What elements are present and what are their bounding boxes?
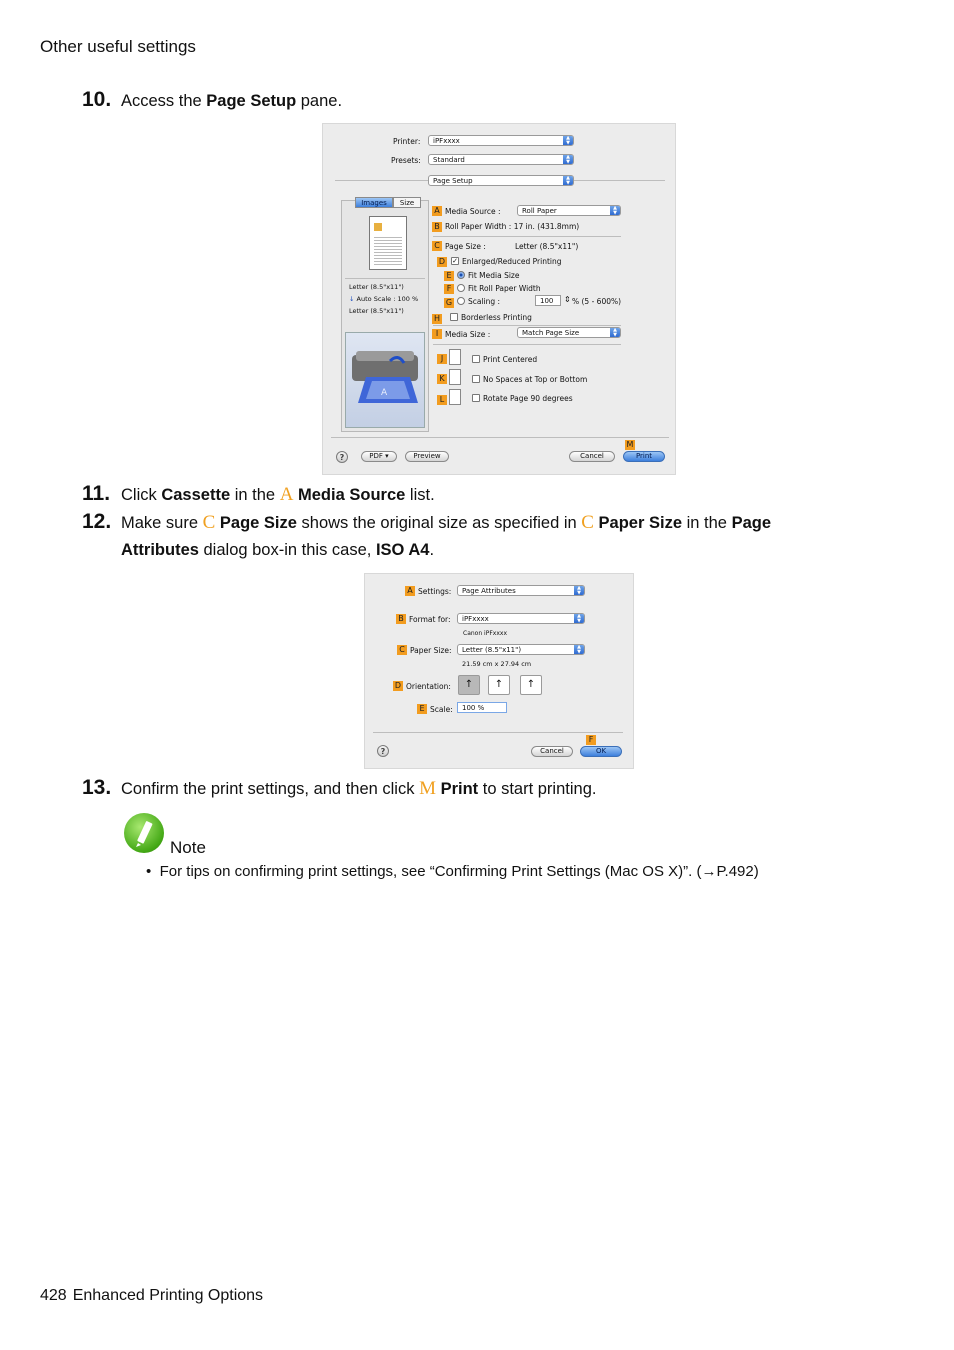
print-centered-icon bbox=[449, 349, 461, 365]
step-10-number: 10. bbox=[82, 88, 112, 111]
enlarged-checkbox[interactable]: ✓ bbox=[452, 257, 458, 265]
callout-d: D bbox=[394, 681, 402, 690]
scaling-input[interactable]: 100 bbox=[535, 295, 561, 306]
callout-c: C bbox=[397, 645, 407, 655]
preview-info-3: Letter (8.5"x11") bbox=[349, 307, 404, 315]
rotate-checkbox[interactable] bbox=[472, 394, 480, 402]
presets-popup[interactable]: Standard ▲ ▼ bbox=[428, 154, 574, 165]
page-size-value: Letter (8.5"x11") bbox=[515, 242, 579, 251]
note-label: Note bbox=[170, 838, 206, 857]
presets-label: Presets: bbox=[391, 156, 421, 165]
callout-e: E bbox=[444, 271, 454, 281]
chevron-updown-icon: ▲ ▼ bbox=[610, 206, 620, 215]
scaling-range: % (5 - 600%) bbox=[572, 297, 622, 306]
scale-input[interactable]: 100 % bbox=[457, 702, 507, 713]
divider bbox=[331, 437, 669, 438]
callout-j: J bbox=[437, 354, 447, 364]
ok-button[interactable]: OK bbox=[580, 746, 622, 757]
printer-illustration bbox=[345, 332, 425, 428]
chevron-updown-icon: ▲ ▼ bbox=[563, 176, 573, 185]
chevron-updown-icon: ▲ ▼ bbox=[574, 645, 584, 654]
format-sub: Canon iPFxxxx bbox=[463, 630, 507, 637]
step-11-number: 11. bbox=[82, 482, 111, 505]
callout-i: I bbox=[432, 329, 442, 339]
step-12-text: Make sure C Page Size shows the original size as specified in C Paper Size in the Page Attributes dialog box-in this case, ISO A4. bbox=[121, 512, 771, 559]
page-footer bbox=[40, 1287, 263, 1305]
page-number: 428 bbox=[40, 1287, 67, 1304]
rotate-icon bbox=[449, 389, 461, 405]
divider bbox=[345, 278, 425, 279]
callout-e: E bbox=[417, 704, 427, 714]
format-popup[interactable]: iPFxxxx ▲ ▼ bbox=[457, 613, 585, 624]
callout-l: L bbox=[437, 395, 447, 405]
pdf-button[interactable]: PDF ▾ bbox=[361, 451, 397, 462]
portrait-orientation-icon[interactable]: ↑ bbox=[458, 675, 480, 695]
scaling-stepper-icon[interactable]: ⇕ bbox=[564, 295, 571, 304]
cancel-button[interactable]: Cancel bbox=[531, 746, 573, 757]
no-spaces-icon bbox=[449, 369, 461, 385]
media-source-label: Media Source : bbox=[445, 207, 501, 216]
callout-f: F bbox=[444, 284, 454, 294]
chevron-updown-icon: ▲ ▼ bbox=[574, 586, 584, 595]
reverse-landscape-orientation-icon[interactable]: ↑ bbox=[520, 675, 542, 695]
media-size-label: Media Size : bbox=[445, 330, 491, 339]
note-text: For tips on confirming print settings, see “Confirming Print Settings (Mac OS X)”. (→P.492) bbox=[159, 863, 759, 880]
no-spaces-label: No Spaces at Top or Bottom bbox=[483, 375, 588, 384]
roll-width-label: Roll Paper Width : 17 in. (431.8mm) bbox=[445, 222, 580, 231]
paper-size-popup[interactable]: Letter (8.5"x11") ▲ ▼ bbox=[457, 644, 585, 655]
callout-b: B bbox=[432, 222, 442, 232]
down-arrow-icon: ↓ bbox=[349, 295, 355, 303]
format-label: Format for: bbox=[409, 615, 451, 624]
step-13-number: 13. bbox=[82, 776, 112, 799]
page-attributes-dialog bbox=[364, 573, 634, 769]
help-button[interactable]: ? bbox=[377, 745, 389, 757]
fit-roll-radio[interactable] bbox=[457, 284, 465, 292]
tab-size[interactable]: Size bbox=[393, 197, 421, 208]
chevron-updown-icon: ▲ ▼ bbox=[563, 155, 573, 164]
print-centered-label: Print Centered bbox=[483, 355, 538, 364]
media-source-popup[interactable]: Roll Paper ▲ ▼ bbox=[517, 205, 621, 216]
scaling-label: Scaling : bbox=[468, 297, 501, 306]
callout-m: M bbox=[626, 440, 634, 449]
help-button[interactable]: ? bbox=[336, 451, 348, 463]
borderless-label: Borderless Printing bbox=[461, 313, 532, 322]
step-10-text: Access the Page Setup pane. bbox=[121, 92, 343, 110]
chevron-updown-icon: ▲ ▼ bbox=[563, 136, 573, 145]
printer-popup[interactable]: iPFxxxx ▲ ▼ bbox=[428, 135, 574, 146]
fit-media-radio[interactable] bbox=[457, 271, 465, 279]
printer-icon bbox=[346, 333, 426, 429]
fit-media-label: Fit Media Size bbox=[468, 271, 520, 280]
callout-c: C bbox=[432, 241, 442, 251]
running-header: Other useful settings bbox=[40, 37, 196, 56]
callout-b: B bbox=[396, 614, 406, 624]
svg-text:A: A bbox=[381, 388, 388, 398]
callout-f: F bbox=[586, 735, 596, 745]
step-13-text: Confirm the print settings, and then click M Print to start printing. bbox=[121, 778, 597, 799]
step-11-text: Click Cassette in the A Media Source list. bbox=[121, 484, 435, 505]
orientation-label: Orientation: bbox=[406, 682, 451, 691]
fit-roll-label: Fit Roll Paper Width bbox=[468, 284, 541, 293]
step-12-number: 12. bbox=[82, 510, 112, 533]
cancel-button[interactable]: Cancel bbox=[569, 451, 615, 462]
page-preview-thumbnail bbox=[369, 216, 407, 270]
bullet: • bbox=[146, 863, 152, 880]
note-pencil-icon bbox=[124, 813, 164, 853]
printer-label: Printer: bbox=[393, 137, 421, 146]
preview-info-2: ↓ Auto Scale : 100 % bbox=[349, 295, 419, 303]
paper-size-sub: 21.59 cm x 27.94 cm bbox=[462, 660, 532, 668]
divider bbox=[433, 325, 621, 326]
scaling-radio[interactable] bbox=[457, 297, 465, 305]
divider bbox=[433, 344, 621, 345]
callout-a: A bbox=[405, 586, 415, 596]
callout-g: G bbox=[445, 298, 453, 307]
callout-h: H bbox=[433, 314, 440, 323]
enlarged-label: Enlarged/Reduced Printing bbox=[462, 257, 562, 266]
preview-button[interactable]: Preview bbox=[405, 451, 449, 462]
tab-images[interactable]: Images bbox=[355, 197, 393, 208]
callout-a: A bbox=[432, 206, 442, 216]
preview-info-1: Letter (8.5"x11") bbox=[349, 283, 404, 291]
rotate-label: Rotate Page 90 degrees bbox=[483, 394, 573, 403]
scale-label: Scale: bbox=[430, 705, 453, 714]
print-centered-checkbox[interactable] bbox=[472, 355, 480, 363]
callout-k: K bbox=[437, 374, 447, 384]
no-spaces-checkbox[interactable] bbox=[472, 375, 480, 383]
landscape-orientation-icon[interactable]: ↑ bbox=[488, 675, 510, 695]
settings-label: Settings: bbox=[418, 587, 452, 596]
chevron-updown-icon: ▲ ▼ bbox=[574, 614, 584, 623]
chevron-updown-icon: ▲ ▼ bbox=[610, 328, 620, 337]
print-button[interactable]: Print bbox=[623, 451, 665, 462]
footer-title: Enhanced Printing Options bbox=[72, 1287, 264, 1304]
settings-popup[interactable]: Page Attributes ▲ ▼ bbox=[457, 585, 585, 596]
pane-popup[interactable]: Page Setup ▲ ▼ bbox=[428, 175, 574, 186]
page-size-label: Page Size : bbox=[445, 242, 486, 251]
divider bbox=[433, 236, 621, 237]
paper-size-label: Paper Size: bbox=[410, 646, 452, 655]
divider bbox=[373, 732, 623, 733]
media-size-popup[interactable]: Match Page Size ▲ ▼ bbox=[517, 327, 621, 338]
note-item bbox=[146, 863, 759, 880]
print-dialog bbox=[322, 123, 676, 475]
callout-d: D bbox=[438, 257, 446, 266]
borderless-checkbox[interactable] bbox=[450, 313, 458, 321]
